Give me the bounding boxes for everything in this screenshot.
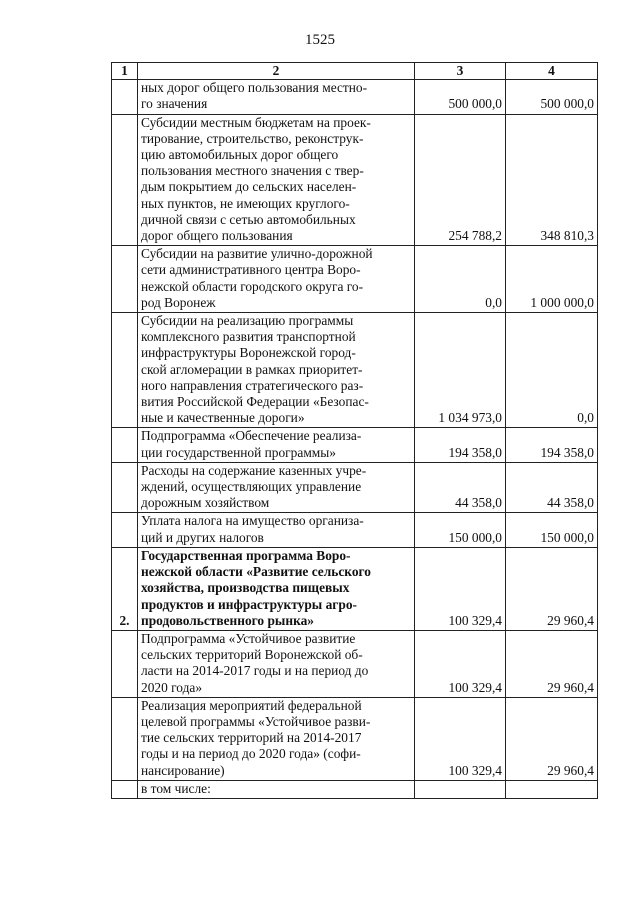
row-description xyxy=(138,697,415,780)
description-line: нежской области «Развитие сельского xyxy=(141,564,371,580)
description-line: ций и других налогов xyxy=(141,529,264,545)
description-line: нансирование) xyxy=(141,762,225,778)
description-line: продовольственного рынка» xyxy=(141,612,314,628)
row-index xyxy=(112,697,138,780)
amount-column-3: 100 329,4 xyxy=(415,547,506,630)
amount-column-4: 29 960,4 xyxy=(506,697,598,780)
row-index: 2. xyxy=(112,547,138,630)
table-body xyxy=(112,80,598,799)
description-line: тие сельских территорий на 2014-2017 xyxy=(141,730,362,746)
row-index xyxy=(112,246,138,313)
description-line: Подпрограмма «Устойчивое развитие xyxy=(141,630,356,646)
row-description xyxy=(138,428,415,462)
description-line: Субсидии на развитие улично-дорожной xyxy=(141,246,373,262)
table-row xyxy=(112,630,598,697)
row-index xyxy=(112,462,138,513)
amount-column-3: 0,0 xyxy=(415,246,506,313)
description-line: сельских территорий Воронежской об- xyxy=(141,647,363,663)
description-line: ных пунктов, не имеющих круглого- xyxy=(141,195,350,211)
amount-column-4: 1 000 000,0 xyxy=(506,246,598,313)
description-line: дым покрытием до сельских населен- xyxy=(141,179,357,195)
row-description xyxy=(138,513,415,547)
description-line: инфраструктуры Воронежской город- xyxy=(141,345,356,361)
table-row xyxy=(112,780,598,798)
description-line: го значения xyxy=(141,96,208,112)
column-header-1: 1 xyxy=(112,63,138,80)
amount-column-3: 1 034 973,0 xyxy=(415,313,506,428)
table-row xyxy=(112,547,598,630)
amount-column-3: 44 358,0 xyxy=(415,462,506,513)
row-description xyxy=(138,547,415,630)
amount-column-3: 500 000,0 xyxy=(415,80,506,114)
description-line: дичной связи с сетью автомобильных xyxy=(141,211,356,227)
description-line: ного направления стратегического раз- xyxy=(141,377,364,393)
row-index xyxy=(112,513,138,547)
row-index xyxy=(112,780,138,798)
amount-column-4: 500 000,0 xyxy=(506,80,598,114)
row-description xyxy=(138,114,415,246)
table-row xyxy=(112,313,598,428)
description-line: ции государственной программы» xyxy=(141,444,336,460)
table-row xyxy=(112,697,598,780)
description-line: Субсидии на реализацию программы xyxy=(141,313,354,329)
description-line: сети административного центра Воро- xyxy=(141,262,361,278)
description-line: тирование, строительство, реконструк- xyxy=(141,130,364,146)
description-line: в том числе: xyxy=(141,780,211,796)
row-index xyxy=(112,313,138,428)
table-row xyxy=(112,428,598,462)
amount-column-4: 0,0 xyxy=(506,313,598,428)
description-line: ской агломерации в рамках приоритет- xyxy=(141,361,363,377)
amount-column-3: 150 000,0 xyxy=(415,513,506,547)
table-row xyxy=(112,513,598,547)
row-description xyxy=(138,780,415,798)
row-index xyxy=(112,630,138,697)
row-index xyxy=(112,114,138,246)
column-header-4: 4 xyxy=(506,63,598,80)
description-line: ных дорог общего пользования местно- xyxy=(141,80,368,96)
row-index xyxy=(112,428,138,462)
amount-column-3 xyxy=(415,780,506,798)
column-header-2: 2 xyxy=(138,63,415,80)
description-line: Государственная программа Воро- xyxy=(141,547,351,563)
table-row xyxy=(112,114,598,246)
row-index xyxy=(112,80,138,114)
row-description xyxy=(138,246,415,313)
amount-column-4: 29 960,4 xyxy=(506,630,598,697)
table-row xyxy=(112,80,598,114)
amount-column-4 xyxy=(506,780,598,798)
amount-column-4: 194 358,0 xyxy=(506,428,598,462)
table-header-row xyxy=(112,63,598,80)
description-line: ные и качественные дороги» xyxy=(141,410,305,426)
description-line: пользования местного значения с твер- xyxy=(141,163,364,179)
amount-column-3: 100 329,4 xyxy=(415,697,506,780)
table-row xyxy=(112,246,598,313)
row-description xyxy=(138,80,415,114)
row-description xyxy=(138,313,415,428)
description-line: дорог общего пользования xyxy=(141,228,293,244)
description-line: дорожным хозяйством xyxy=(141,495,270,511)
description-line: комплексного развития транспортной xyxy=(141,329,356,345)
description-line: ждений, осуществляющих управление xyxy=(141,479,362,495)
column-header-3: 3 xyxy=(415,63,506,80)
amount-column-3: 100 329,4 xyxy=(415,630,506,697)
budget-table xyxy=(111,62,598,799)
row-description xyxy=(138,630,415,697)
description-line: хозяйства, производства пищевых xyxy=(141,580,350,596)
description-line: вития Российской Федерации «Безопас- xyxy=(141,394,369,410)
description-line: нежской области городского округа го- xyxy=(141,278,364,294)
amount-column-4: 29 960,4 xyxy=(506,547,598,630)
description-line: род Воронеж xyxy=(141,294,216,310)
description-line: Реализация мероприятий федеральной xyxy=(141,697,362,713)
row-description xyxy=(138,462,415,513)
amount-column-4: 44 358,0 xyxy=(506,462,598,513)
amount-column-4: 348 810,3 xyxy=(506,114,598,246)
description-line: 2020 года» xyxy=(141,679,203,695)
description-line: годы и на период до 2020 года» (софи- xyxy=(141,746,361,762)
description-line: цию автомобильных дорог общего xyxy=(141,147,339,163)
description-line: целевой программы «Устойчивое разви- xyxy=(141,713,371,729)
amount-column-3: 194 358,0 xyxy=(415,428,506,462)
amount-column-3: 254 788,2 xyxy=(415,114,506,246)
description-line: ласти на 2014-2017 годы и на период до xyxy=(141,663,369,679)
description-line: продуктов и инфраструктуры агро- xyxy=(141,596,357,612)
description-line: Уплата налога на имущество организа- xyxy=(141,513,364,529)
table-row xyxy=(112,462,598,513)
description-line: Субсидии местным бюджетам на проек- xyxy=(141,114,371,130)
description-line: Подпрограмма «Обеспечение реализа- xyxy=(141,428,362,444)
amount-column-4: 150 000,0 xyxy=(506,513,598,547)
page-number: 1525 xyxy=(305,32,335,48)
description-line: Расходы на содержание казенных учре- xyxy=(141,462,367,478)
